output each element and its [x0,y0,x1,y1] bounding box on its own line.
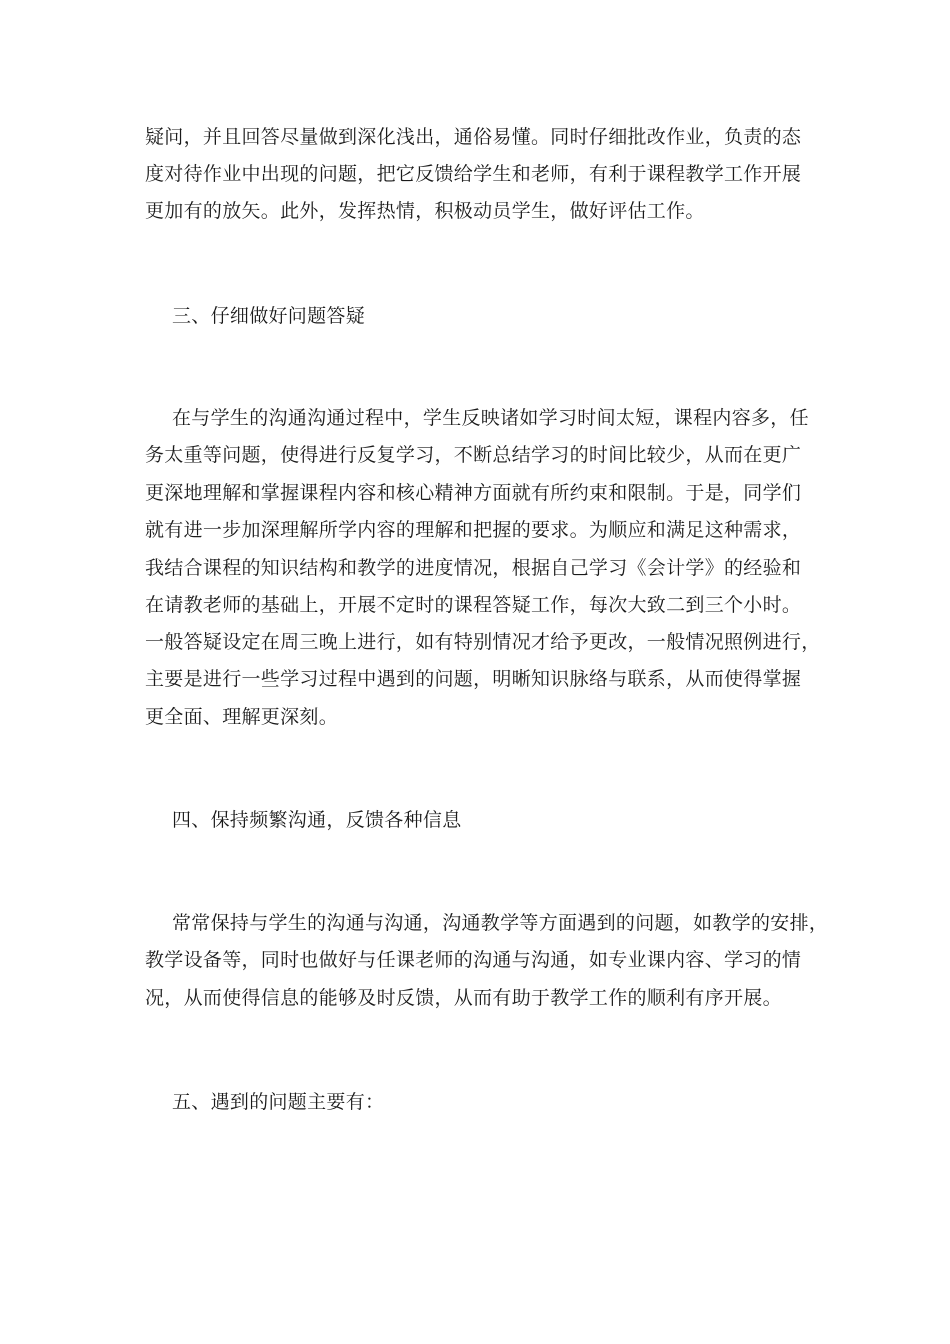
paragraph-line: 度对待作业中出现的问题，把它反馈给学生和老师，有利于课程教学工作开展 [145,163,802,185]
paragraph-line: 疑问，并且回答尽量做到深化浅出，通俗易懂。同时仔细批改作业，负责的态 [145,126,802,148]
section-heading-3: 三、仔细做好问题答疑 [172,305,366,327]
paragraph-line: 常常保持与学生的沟通与沟通，沟通教学等方面遇到的问题，如教学的安排， [172,912,829,934]
paragraph-line: 就有进一步加深理解所学内容的理解和把握的要求。为顺应和满足这种需求， [145,519,802,541]
paragraph-line: 一般答疑设定在周三晚上进行，如有特别情况才给予更改，一般情况照例进行， [145,631,821,653]
paragraph-line: 教学设备等，同时也做好与任课老师的沟通与沟通，如专业课内容、学习的情 [145,949,802,971]
paragraph-line: 更全面、理解更深刻。 [145,706,339,728]
paragraph-line: 更深地理解和掌握课程内容和核心精神方面就有所约束和限制。于是，同学们 [145,482,802,504]
paragraph-line: 更加有的放矢。此外，发挥热情，积极动员学生，做好评估工作。 [145,200,705,222]
paragraph-line: 务太重等问题，使得进行反复学习，不断总结学习的时间比较少，从而在更广 [145,444,802,466]
paragraph-line: 在与学生的沟通沟通过程中，学生反映诸如学习时间太短，课程内容多，任 [172,407,809,429]
section-heading-5: 五、遇到的问题主要有： [172,1091,385,1113]
paragraph-line: 况，从而使得信息的能够及时反馈，从而有助于教学工作的顺利有序开展。 [145,987,782,1009]
section-heading-4: 四、保持频繁沟通，反馈各种信息 [172,809,462,831]
paragraph-line: 我结合课程的知识结构和教学的进度情况，根据自己学习《会计学》的经验和 [145,557,802,579]
paragraph-line: 主要是进行一些学习过程中遇到的问题，明晰知识脉络与联系，从而使得掌握 [145,668,802,690]
paragraph-line: 在请教老师的基础上，开展不定时的课程答疑工作，每次大致二到三个小时。 [145,594,802,616]
